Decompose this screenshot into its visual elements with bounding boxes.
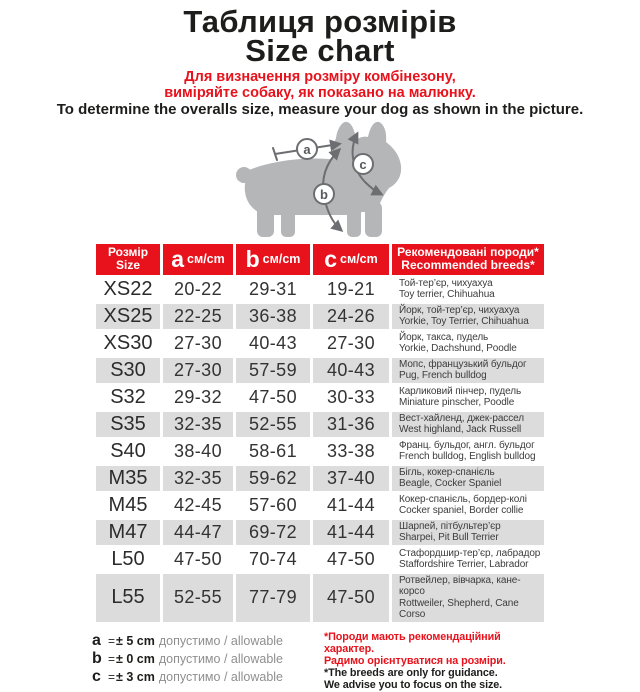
subtitle [0,70,640,118]
header-c-letter: c [324,245,338,272]
breeds-en: Yorkie, Toy Terrier, Chihuahua [399,316,529,327]
breeds-en: Sharpei, Pit Bull Terrier [399,532,499,543]
size-cell: M47 [96,520,160,545]
table-row [96,547,544,572]
header-breeds-en: Recommended breeds* [401,258,535,272]
c-value-cell: 37-40 [313,466,389,491]
a-value-cell: 44-47 [163,520,233,545]
tolerance-a [92,632,283,650]
tolerance-c-note: допустимо / allowable [158,669,284,684]
breeds-uk: Йорк, той-тер’єр, чихуахуа [399,304,520,316]
table-row [96,439,544,464]
tolerance-c-eq: = [108,669,116,684]
tolerance-c-value: ± 3 cm [116,669,155,684]
a-value-cell: 29-32 [163,385,233,410]
c-value-cell: 24-26 [313,304,389,329]
measurement-a-label: a [303,141,311,157]
breeds-cell [392,493,544,518]
breeds-uk: Стафордшир-тер’єр, лабрадор [399,547,541,559]
tolerance-c [92,668,283,686]
footnote-uk-line1: *Породи мають рекомендаційний характер. [324,630,501,655]
tolerance-b-value: ± 0 cm [116,651,155,666]
b-value-cell: 77-79 [236,574,310,622]
b-value-cell: 70-74 [236,547,310,572]
breeds-uk: Вест-хайленд, джек-рассел [399,412,524,424]
header-size-uk: Розмір [107,245,149,259]
breeds-en: Cocker spaniel, Border collie [399,505,524,516]
tolerance-notes [92,631,283,692]
header-col-b [236,244,310,275]
header-col-c [313,244,389,275]
page-title-en: Size chart [245,33,395,68]
footer [92,631,548,692]
header-b-unit: см/cm [262,252,301,266]
table-row [96,412,544,437]
a-value-cell: 38-40 [163,439,233,464]
c-value-cell: 40-43 [313,358,389,383]
size-cell: S40 [96,439,160,464]
table-row [96,385,544,410]
header-col-a [163,244,233,275]
table-row [96,574,544,622]
c-value-cell: 41-44 [313,493,389,518]
breeds-uk: Той-тер’єр, чихуахуа [399,277,493,289]
breeds-en: French bulldog, English bulldog [399,451,536,462]
breeds-en: Staffordshire Terrier, Labrador [399,559,529,570]
b-value-cell: 47-50 [236,385,310,410]
size-cell: L55 [96,574,160,622]
a-value-cell: 47-50 [163,547,233,572]
size-cell: M45 [96,493,160,518]
table-row [96,493,544,518]
breeds-cell [392,466,544,491]
a-value-cell: 42-45 [163,493,233,518]
breeds-cell [392,412,544,437]
header-breeds [392,244,544,275]
b-value-cell: 59-62 [236,466,310,491]
table-row [96,331,544,356]
tolerance-a-note: допустимо / allowable [158,633,284,648]
table-row [96,466,544,491]
breeds-cell [392,304,544,329]
size-cell: XS25 [96,304,160,329]
size-cell: XS30 [96,331,160,356]
c-value-cell: 33-38 [313,439,389,464]
breeds-uk: Кокер-спанієль, бордер-колі [399,493,527,505]
tolerance-a-eq: = [108,633,116,648]
breeds-en: Beagle, Cocker Spaniel [399,478,502,489]
c-value-cell: 47-50 [313,547,389,572]
header-a-letter: a [171,245,185,272]
table-row [96,304,544,329]
breeds-cell [392,331,544,356]
b-value-cell: 58-61 [236,439,310,464]
breeds-cell [392,520,544,545]
a-value-cell: 22-25 [163,304,233,329]
a-value-cell: 32-35 [163,466,233,491]
measurement-b-label: b [320,186,328,202]
table-row [96,358,544,383]
header-c-unit: см/cm [340,252,378,266]
b-value-cell: 36-38 [236,304,310,329]
b-value-cell: 40-43 [236,331,310,356]
subtitle-en: To determine the overalls size, measure your dog as shown in the picture. [56,101,584,118]
breeds-en: Toy terrier, Chihuahua [399,289,495,300]
b-value-cell: 57-59 [236,358,310,383]
c-value-cell: 41-44 [313,520,389,545]
breeds-uk: Йорк, такса, пудель [399,331,489,343]
size-table-body [96,277,544,622]
header-breeds-uk: Рекомендовані породи* [397,244,539,259]
breeds-footnote [324,631,548,692]
tolerance-a-letter: a [92,631,101,649]
header-size-en: Size [115,258,140,272]
a-value-cell: 32-35 [163,412,233,437]
header-a-unit: см/cm [187,252,225,266]
size-cell: L50 [96,547,160,572]
b-value-cell: 69-72 [236,520,310,545]
breeds-uk: Мопс, французький бульдог [399,358,527,370]
size-cell: S32 [96,385,160,410]
size-cell: S30 [96,358,160,383]
tolerance-a-value: ± 5 cm [116,633,155,648]
breeds-cell [392,358,544,383]
b-value-cell: 57-60 [236,493,310,518]
breeds-en: Pug, French bulldog [399,370,487,381]
c-value-cell: 27-30 [313,331,389,356]
footnote-en-line2: We advise you to focus on the size. [324,679,503,692]
breeds-en: Miniature pinscher, Poodle [399,397,515,408]
page-title-uk: Таблиця розмірів [183,4,457,39]
tolerance-b-letter: b [92,649,102,667]
breeds-en: Yorkie, Dachshund, Poodle [399,343,517,354]
dog-measurement-diagram [0,118,640,240]
breeds-cell [392,439,544,464]
c-value-cell: 47-50 [313,574,389,622]
breeds-cell [392,547,544,572]
table-row [96,277,544,302]
subtitle-uk-line2: виміряйте собаку, як показано на малюнку. [164,84,476,101]
breeds-uk: Ротвейлер, вівчарка, кане-корсо [399,574,521,597]
c-value-cell: 30-33 [313,385,389,410]
c-value-cell: 19-21 [313,277,389,302]
header-size [96,244,160,275]
b-value-cell: 52-55 [236,412,310,437]
measurement-c-label: c [359,156,367,172]
breeds-uk: Бігль, кокер-спанієль [399,466,495,478]
a-value-cell: 20-22 [163,277,233,302]
breeds-uk: Шарпей, пітбультер’єр [399,520,501,532]
tolerance-b-note: допустимо / allowable [158,651,284,666]
tolerance-c-letter: c [92,667,101,685]
table-row [96,520,544,545]
breeds-cell [392,277,544,302]
size-cell: XS22 [96,277,160,302]
breeds-cell [392,385,544,410]
table-header-row [96,244,544,275]
dog-diagram-svg [215,118,425,240]
size-cell: M35 [96,466,160,491]
b-value-cell: 29-31 [236,277,310,302]
breeds-cell [392,574,544,622]
size-table [93,242,547,624]
tolerance-b-eq: = [108,651,116,666]
footnote-uk-line2: Радимо орієнтуватися на розміри. [324,654,506,667]
footnote-en-line1: *The breeds are only for guidance. [324,667,498,680]
a-value-cell: 27-30 [163,331,233,356]
tolerance-b [92,650,283,668]
dog-silhouette [236,121,401,236]
size-cell: S35 [96,412,160,437]
c-value-cell: 31-36 [313,412,389,437]
breeds-en: Rottweiler, Shepherd, Cane Corso [399,597,519,620]
header-b-letter: b [245,245,260,272]
breeds-en: West highland, Jack Russell [399,424,522,435]
a-value-cell: 27-30 [163,358,233,383]
breeds-uk: Франц. бульдог, англ. бульдог [399,439,535,451]
subtitle-uk-line1: Для визначення розміру комбінезону, [184,69,456,85]
a-value-cell: 52-55 [163,574,233,622]
breeds-uk: Карликовий пінчер, пудель [399,385,522,397]
